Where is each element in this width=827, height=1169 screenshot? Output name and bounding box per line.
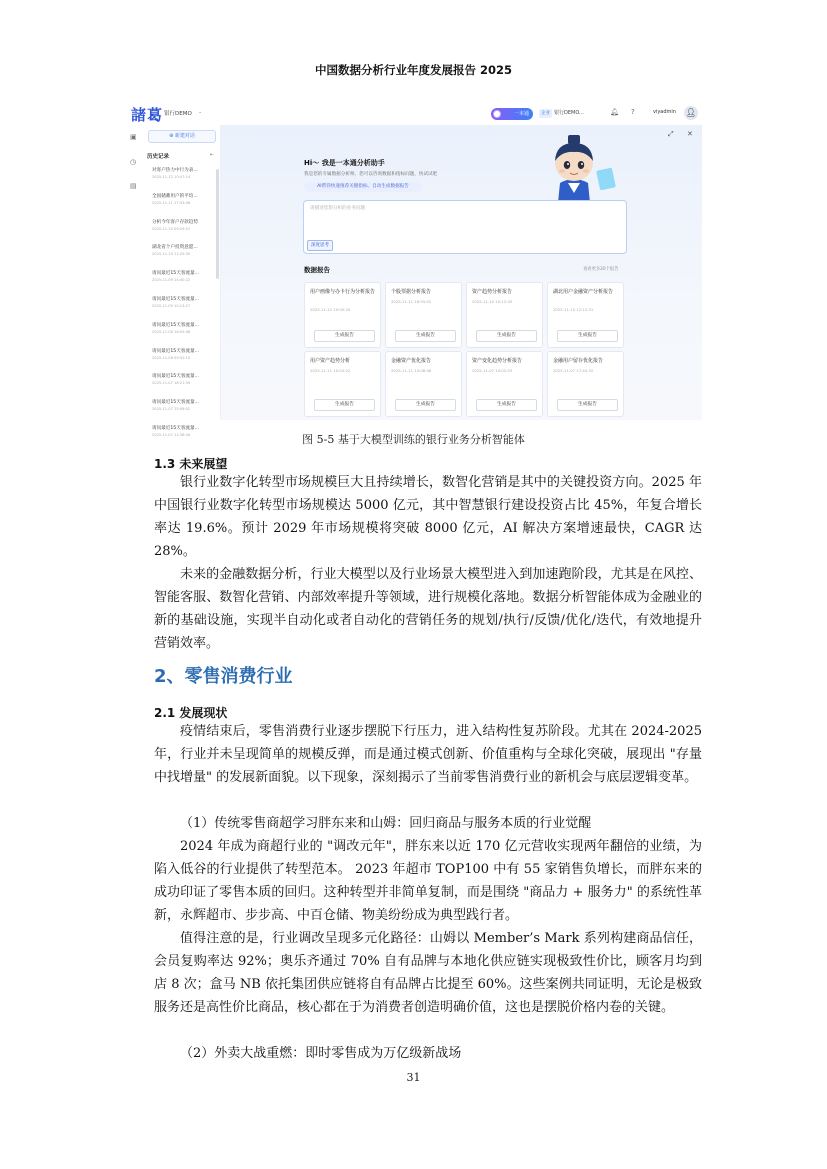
figure-screenshot — [126, 103, 702, 437]
greeting-title: Hi～ 我是一本通分析助手 — [304, 159, 385, 167]
question-input[interactable] — [303, 200, 627, 254]
robot-avatar-icon — [493, 110, 501, 118]
chevron-down-icon: ⌄ — [198, 109, 203, 115]
paragraph: 2024 年成为商超行业的 "调改元年"，胖东来以近 170 亿元营收实现两年翻倍的业绩，为陷入低谷的行业提供了转型范本。 2023 年超市 TOP100 中有 55 家销售负增长，而胖东来的成功印证了零售本质的回归。这种转型并非简单复制，而是围绕 "商品力 + 服务力" 的系统性革新，永辉超市、步步高、中百仓储、物美纷纷成为典型践行者。 — [154, 839, 702, 923]
report-card-date: 2025-11-07 17:44:32 — [553, 368, 594, 373]
report-card-title: 湖北用户金融资产分析报告 — [553, 289, 614, 295]
report-card-title: 用户画像与办卡行为分析报告 — [310, 289, 376, 295]
history-icon[interactable]: ◷ — [130, 158, 137, 166]
user-name[interactable]: viyadmin — [653, 109, 676, 115]
list-item[interactable] — [152, 167, 216, 193]
workspace-selector[interactable]: 银行DEMO... — [554, 110, 584, 116]
history-item-title: 湖北省个户投资意愿... — [152, 245, 198, 251]
report-card-title: 金融用户留存优化报告 — [553, 358, 604, 364]
history-item-date: 2025-11-07 11:36:44 — [152, 432, 191, 437]
list-item[interactable] — [152, 348, 216, 374]
history-item-date: 2025-11-09 10:13:27 — [152, 303, 191, 308]
list-item[interactable] — [152, 322, 216, 348]
report-card-date: 2025-11-12 10:00:20 — [310, 307, 351, 312]
section-heading-2-1: 2.1 发展现状 — [154, 706, 228, 720]
input-placeholder: 请描述您想分析的业务问题 — [310, 206, 366, 211]
close-icon[interactable]: ✕ — [687, 130, 693, 138]
icon-rail — [126, 125, 143, 420]
history-item-title: 对客户热力中行为表... — [152, 168, 198, 173]
report-card[interactable] — [304, 282, 381, 348]
list-item[interactable] — [152, 193, 216, 219]
page-header: 中国数据分析行业年度发展报告 2025 — [314, 63, 512, 77]
generate-report-button[interactable]: 生成报告 — [395, 399, 456, 411]
report-card-title: 金融资产优化报告 — [391, 358, 432, 364]
document-icon[interactable]: ▤ — [130, 182, 137, 190]
report-card-date: 2025-11-11 18:55:52 — [391, 299, 432, 304]
history-item-title: 全国储蓄用户的平均... — [152, 193, 198, 199]
report-card[interactable] — [466, 351, 543, 417]
list-item[interactable] — [152, 270, 216, 296]
list-item[interactable] — [152, 244, 216, 270]
paragraph: 值得注意的是，行业调改呈现多元化路径：山姆以 Member’s Mark 系列构建商品信任，会员复购率达 92%；奥乐齐通过 70% 自有品牌与本地化供应链实现极致性价比，顾客月均到店 8 次；盒马 NB 依托集团供应链将自有品牌占比提至 60%。这些案例共同证明，无论是极致服务还是高性价比商品，核心都在于为消费者创造明确价值，这也是摆脱价格内卷的关键。 — [154, 931, 702, 1015]
list-item-heading: （1）传统零售商超学习胖东来和山姆：回归商品与服务本质的行业觉醒 — [180, 816, 592, 831]
bell-icon[interactable]: 🔔︎ — [610, 108, 619, 116]
history-item-date: 2025-11-07 15:08:02 — [152, 407, 191, 412]
expand-icon[interactable]: ⤢ — [668, 130, 674, 138]
report-card-date: 2025-11-10 15:12:45 — [472, 299, 513, 304]
report-card-date: 2025-11-07 10:02:03 — [472, 368, 513, 373]
plan-badge: 企业 — [541, 111, 550, 116]
list-item-heading: （2）外卖大战重燃：即时零售成为万亿级新战场 — [180, 1046, 462, 1061]
history-item-date: 2025-11-08 09:52:10 — [152, 355, 191, 360]
app-logo: 諸葛 — [131, 106, 164, 124]
history-item-title: 请问最近15天客流量... — [152, 425, 199, 431]
new-chat-button[interactable]: ⊕ 新建对话 — [148, 130, 216, 143]
page-number: 31 — [406, 1071, 421, 1084]
report-card[interactable] — [466, 282, 543, 348]
history-item-date: 2025-11-10 09:24:51 — [152, 226, 191, 231]
figure-caption: 图 5-5 基于大模型训练的银行业务分析智能体 — [302, 433, 525, 446]
history-item-title: 请问最近15天客流量... — [152, 271, 199, 277]
generate-report-button[interactable]: 生成报告 — [557, 399, 618, 411]
history-item-title: 分析今年客户存款趋势 — [152, 219, 198, 225]
generate-report-button[interactable]: 生成报告 — [557, 330, 618, 342]
report-card[interactable] — [304, 351, 381, 417]
history-item-title: 请问最近15天客流量... — [152, 400, 199, 406]
report-card-title: 用户资产趋势分析 — [310, 358, 351, 364]
generate-report-button[interactable]: 生成报告 — [476, 330, 537, 342]
new-chat-icon: ⊕ — [169, 133, 175, 139]
history-sidebar — [142, 125, 221, 437]
assistant-pill-button[interactable] — [491, 108, 533, 120]
chapter-heading: 2、零售消费行业 — [154, 666, 293, 687]
history-list — [152, 167, 216, 451]
avatar[interactable]: 👤︎ — [684, 106, 698, 120]
paragraph: 银行业数字化转型市场规模巨大且持续增长，数智化营销是其中的关键投资方向。2025 年中国银行业数字化转型市场规模达 5000 亿元，其中智慧银行建设投资占比 45%，年复合增长率达 19.6%。预计 2029 年市场规模将突破 8000 亿元，AI 解决方案增速最快，CAGR 达 28%。 — [154, 475, 702, 559]
history-item-date: 2025-11-08 16:05:48 — [152, 329, 191, 334]
history-item-date: 2025-11-10 11:25:35 — [152, 252, 191, 257]
history-scrollbar[interactable] — [216, 169, 219, 279]
report-card[interactable] — [547, 351, 624, 417]
deep-think-button[interactable]: 深度思考 — [307, 240, 333, 251]
paragraph: 疫情结束后，零售消费行业逐步摆脱下行压力，进入结构性复苏阶段。尤其在 2024-2025 年，行业并未呈现简单的规模反弹，而是通过模式创新、价值重构与全球化突破，展现出 "存量中找增量" 的发展新面貌。以下现象，深刻揭示了当前零售消费行业的新机会与底层逻辑变革。 — [154, 724, 702, 785]
greeting-subtitle: 我是您的专属数据分析师，您可以咨询数据和指标问题，快试试吧 — [304, 172, 438, 177]
report-card[interactable] — [547, 282, 624, 348]
report-card-title: 资产趋势分析报告 — [472, 289, 513, 295]
history-item-date: 2025-11-12 10:47:14 — [152, 175, 191, 179]
history-item-date: 2025-11-07 18:21:39 — [152, 381, 191, 386]
report-card-title: 资产变化趋势分析报告 — [472, 358, 523, 364]
history-title: 历史记录 — [147, 154, 170, 160]
history-item-title: 请问最近15天客流量... — [152, 322, 199, 328]
paragraph: 未来的金融数据分析，行业大模型以及行业场景大模型进入到加速跑阶段，尤其是在风控、智能客服、数智化营销、内部效率提升等领域，进行规模化落地。数据分析智能体成为金融业的新的基础设施，实现半自动化或者自动化的营销任务的规划/执行/反馈/优化/迭代，有效地提升营销效率。 — [154, 567, 702, 651]
generate-report-button[interactable]: 生成报告 — [314, 330, 375, 342]
history-item-date: 2025-11-11 17:33:06 — [152, 200, 191, 205]
report-card-title: 个股票据分析报告 — [391, 289, 432, 295]
reports-title: 数据报告 — [304, 266, 330, 274]
list-item[interactable] — [152, 296, 216, 322]
chat-icon[interactable]: ▣ — [130, 133, 137, 141]
generate-report-button[interactable]: 生成报告 — [395, 330, 456, 342]
list-item[interactable] — [152, 219, 216, 245]
history-item-title: 请问最近15天客流量... — [152, 374, 199, 380]
more-reports-link[interactable]: 查看更多20个报告 — [583, 267, 619, 272]
assistant-pill-label: 一本通 — [513, 111, 529, 117]
assistant-main-panel — [221, 125, 702, 420]
collapse-icon[interactable]: ⇤ — [210, 152, 215, 158]
section-heading-1-3: 1.3 未来展望 — [154, 457, 228, 471]
generate-report-button[interactable]: 生成报告 — [476, 399, 537, 411]
report-card[interactable] — [385, 351, 462, 417]
history-item-title: 请问最近15天客流量... — [152, 348, 199, 354]
list-item[interactable] — [152, 373, 216, 399]
report-card-date: 2025-11-11 10:04:22 — [310, 368, 351, 373]
history-item-date: 2025-11-09 14:40:22 — [152, 278, 191, 283]
report-card-date: 2025-11-10 12:12:31 — [553, 307, 594, 312]
history-item-title: 请问最近15天客流量... — [152, 296, 199, 302]
generate-report-button[interactable]: 生成报告 — [314, 399, 375, 411]
list-item[interactable] — [152, 399, 216, 425]
report-card[interactable] — [385, 282, 462, 348]
app-topbar — [126, 103, 702, 126]
suggestion-chip[interactable]: AI帮你快速推荐关键指标、自动生成数据报告 — [304, 182, 422, 192]
help-icon[interactable]: ? — [631, 108, 635, 116]
report-card-date: 2025-11-11 10:08:46 — [391, 368, 432, 373]
org-selector[interactable]: 银行DEMO — [164, 111, 192, 117]
robot-mascot-icon — [524, 131, 624, 211]
